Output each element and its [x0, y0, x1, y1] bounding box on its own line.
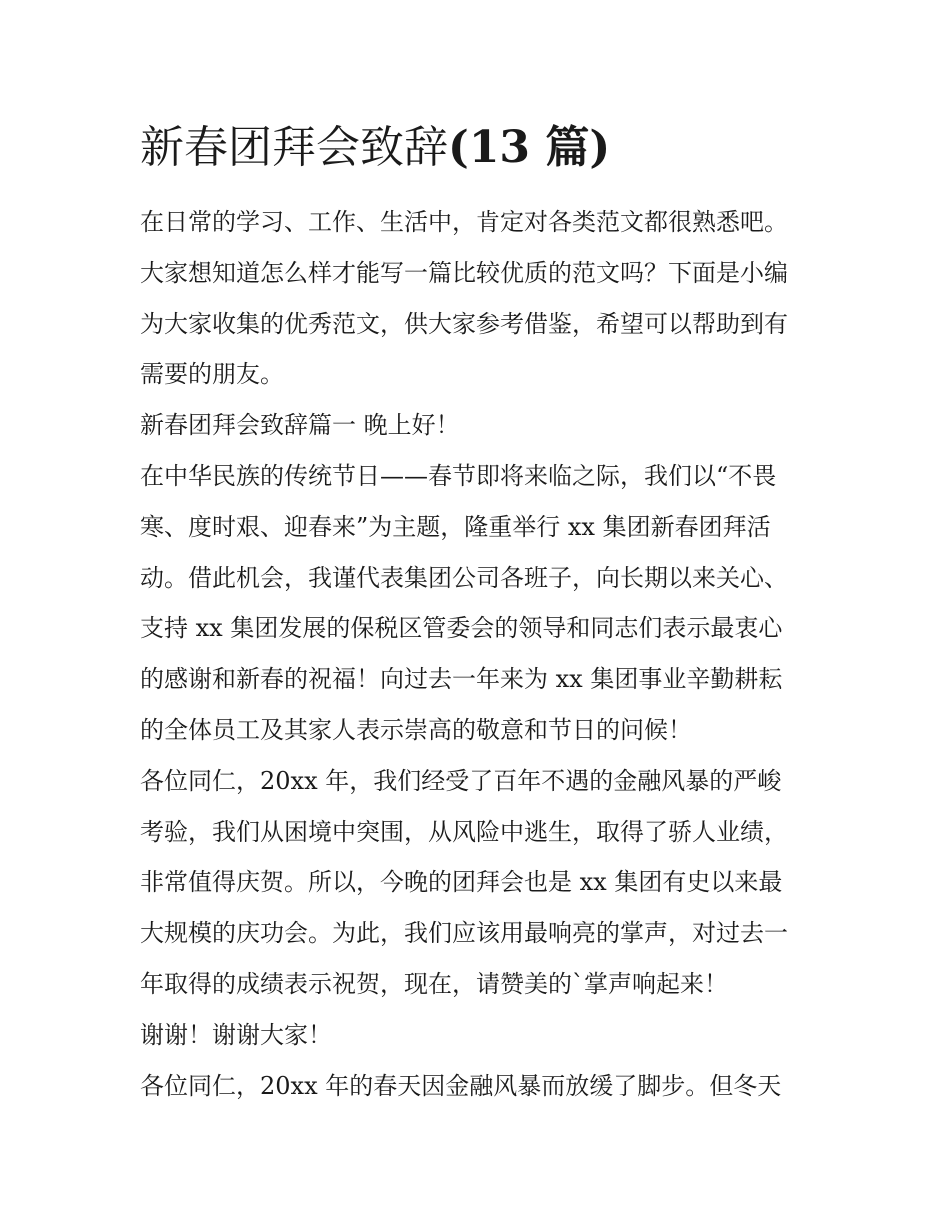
body-line: 在中华民族的传统节日——春节即将来临之际，我们以“不畏 [140, 461, 777, 490]
body-line: 寒、度时艰、迎春来”为主题，隆重举行 xx 集团新春团拜活 [140, 512, 771, 541]
document-title [140, 116, 610, 180]
body-line: 支持 xx 集团发展的保税区管委会的领导和同志们表示最衷心 [140, 614, 783, 643]
body-line: 的感谢和新春的祝福！向过去一年来为 xx 集团事业辛勤耕耘 [140, 665, 783, 694]
body-line: 非常值得庆贺。所以，今晚的团拜会也是 xx 集团有史以来最 [140, 868, 783, 897]
body-line: 谢谢！谢谢大家！ [140, 1020, 332, 1049]
document-body [140, 197, 812, 1111]
body-line: 大家想知道怎么样才能写一篇比较优质的范文吗？下面是小编 [140, 258, 788, 287]
body-line: 在日常的学习、工作、生活中，肯定对各类范文都很熟悉吧。 [140, 208, 788, 236]
body-line: 的全体员工及其家人表示崇高的敬意和节日的问候！ [140, 715, 692, 744]
body-line: 各位同仁，20xx 年，我们经受了百年不遇的金融风暴的严峻 [140, 766, 782, 795]
body-line: 动。借此机会，我谨代表集团公司各班子，向长期以来关心、 [140, 563, 788, 592]
title-main: 新春团拜会致辞 [140, 122, 448, 173]
title-suffix: (13 篇) [448, 122, 611, 173]
body-line: 大规模的庆功会。为此，我们应该用最响亮的掌声，对过去一 [140, 919, 788, 948]
body-line: 年取得的成绩表示祝贺，现在，请赞美的`掌声响起来！ [140, 969, 728, 998]
body-line: 需要的朋友。 [140, 360, 284, 389]
body-line: 各位同仁，20xx 年的春天因金融风暴而放缓了脚步。但冬天 [140, 1071, 782, 1100]
section-heading-line: 新春团拜会致辞篇一 晚上好！ [140, 411, 460, 440]
body-line: 为大家收集的优秀范文，供大家参考借鉴，希望可以帮助到有 [140, 309, 788, 338]
body-line: 考验，我们从困境中突围，从风险中逃生，取得了骄人业绩， [140, 817, 788, 846]
